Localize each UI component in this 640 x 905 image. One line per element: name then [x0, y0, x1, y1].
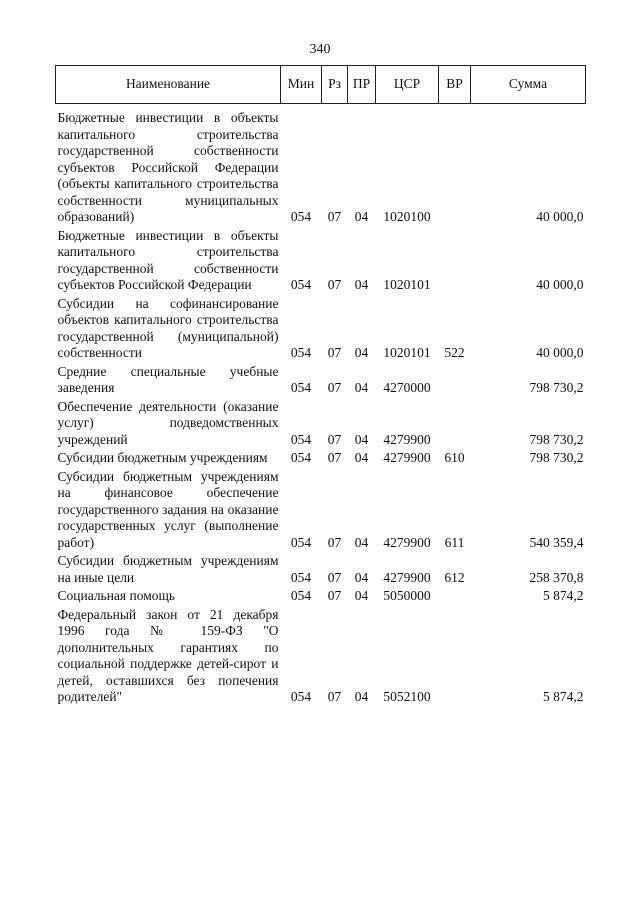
row-pr: 04: [354, 689, 369, 704]
row-sum: 5 874,2: [543, 588, 584, 603]
row-pr: 04: [354, 209, 369, 224]
row-min: 054: [290, 534, 312, 550]
row-sum: 5 874,2: [543, 689, 584, 704]
row-name: Субсидии на софинансирование объектов капитального строительства государственной (муниципальной) собственности: [57, 295, 279, 360]
row-csr: 4279900: [383, 534, 431, 550]
row-name: Социальная помощь: [57, 588, 176, 603]
header-csr: ЦСР: [376, 66, 439, 104]
row-vr: 610: [444, 450, 465, 465]
row-vr: 611: [444, 534, 465, 550]
row-csr: 5050000: [383, 588, 431, 603]
table-row: [56, 104, 586, 226]
row-pr: 04: [354, 569, 369, 585]
header-pr: ПР: [348, 66, 376, 104]
row-rz: 07: [327, 689, 342, 704]
header-vr: ВР: [439, 66, 471, 104]
row-vr: [439, 104, 471, 226]
row-csr: 1020101: [383, 277, 431, 292]
header-min: Мин: [281, 66, 322, 104]
row-min: 054: [290, 588, 312, 603]
table-row: [56, 551, 586, 586]
row-rz: 07: [327, 209, 342, 224]
row-min: 054: [290, 569, 312, 585]
row-csr: 1020100: [383, 209, 431, 224]
row-min: 054: [290, 345, 312, 360]
row-sum: 40 000,0: [536, 277, 584, 292]
row-min: 054: [290, 209, 312, 224]
row-rz: 07: [327, 588, 342, 603]
row-pr: 04: [354, 431, 369, 447]
row-min: 054: [290, 380, 312, 395]
row-rz: 07: [327, 569, 342, 585]
row-sum: 258 370,8: [529, 569, 584, 585]
row-csr: 4279900: [383, 569, 431, 585]
row-sum: 40 000,0: [536, 209, 584, 224]
header-sum: Сумма: [471, 66, 586, 104]
row-vr: 522: [444, 345, 465, 360]
page-number: 340: [309, 42, 331, 57]
row-name: Субсидии бюджетным учреждениям на финансовое обеспечение государственного задания на оказание государственных услуг (выполнение работ): [57, 468, 279, 550]
row-vr: [439, 362, 471, 397]
row-csr: 4279900: [383, 431, 431, 447]
row-rz: 07: [327, 380, 342, 395]
row-name: Обеспечение деятельности (оказание услуг) подведомственных учреждений: [57, 398, 279, 447]
row-vr: [439, 605, 471, 706]
row-pr: 04: [354, 345, 369, 360]
row-sum: 798 730,2: [529, 431, 584, 447]
row-pr: 04: [354, 277, 369, 292]
row-min: 054: [290, 431, 312, 447]
row-name: Средние специальные учебные заведения: [57, 363, 279, 395]
row-pr: 04: [354, 534, 369, 550]
row-vr: [439, 397, 471, 449]
row-sum: 40 000,0: [536, 345, 584, 360]
table-row: [56, 586, 586, 605]
row-rz: 07: [327, 277, 342, 292]
row-pr: 04: [354, 380, 369, 395]
row-csr: 5052100: [383, 689, 431, 704]
row-name: Субсидии бюджетным учреждениям: [57, 450, 268, 465]
budget-table: [55, 65, 586, 706]
table-row: [56, 467, 586, 552]
table-row: [56, 362, 586, 397]
table-row: [56, 448, 586, 467]
row-name: Бюджетные инвестиции в объекты капитального строительства государственной собственности субъектов Российской Федерации: [57, 227, 279, 292]
header-name: Наименование: [56, 66, 281, 104]
row-sum: 540 359,4: [529, 534, 584, 550]
row-csr: 4279900: [383, 450, 431, 465]
row-vr: 612: [444, 569, 465, 585]
row-rz: 07: [327, 431, 342, 447]
row-csr: 4270000: [383, 380, 431, 395]
row-min: 054: [290, 450, 312, 465]
row-pr: 04: [354, 450, 369, 465]
header-rz: Рз: [322, 66, 348, 104]
row-name: Федеральный закон от 21 декабря 1996 года № 159-ФЗ "О дополнительных гарантиях по социальной поддержке детей-сирот и детей, оставшихся без попечения родителей": [57, 606, 279, 704]
table-row: [56, 605, 586, 706]
row-rz: 07: [327, 450, 342, 465]
row-rz: 07: [327, 534, 342, 550]
row-name: Бюджетные инвестиции в объекты капитального строительства государственной собственности субъектов Российской Федерации (объекты капитального строительства собственности муниципальных образований): [57, 110, 279, 224]
row-min: 054: [290, 689, 312, 704]
row-csr: 1020101: [383, 345, 431, 360]
row-vr: [439, 226, 471, 294]
row-rz: 07: [327, 345, 342, 360]
table-row: [56, 294, 586, 362]
row-name: Субсидии бюджетным учреждениям на иные цели: [57, 553, 279, 585]
row-min: 054: [290, 277, 312, 292]
row-sum: 798 730,2: [529, 380, 584, 395]
table-row: [56, 226, 586, 294]
table-header-row: [56, 66, 586, 104]
row-pr: 04: [354, 588, 369, 603]
row-vr: [439, 586, 471, 605]
table-row: [56, 397, 586, 449]
row-sum: 798 730,2: [529, 450, 584, 465]
